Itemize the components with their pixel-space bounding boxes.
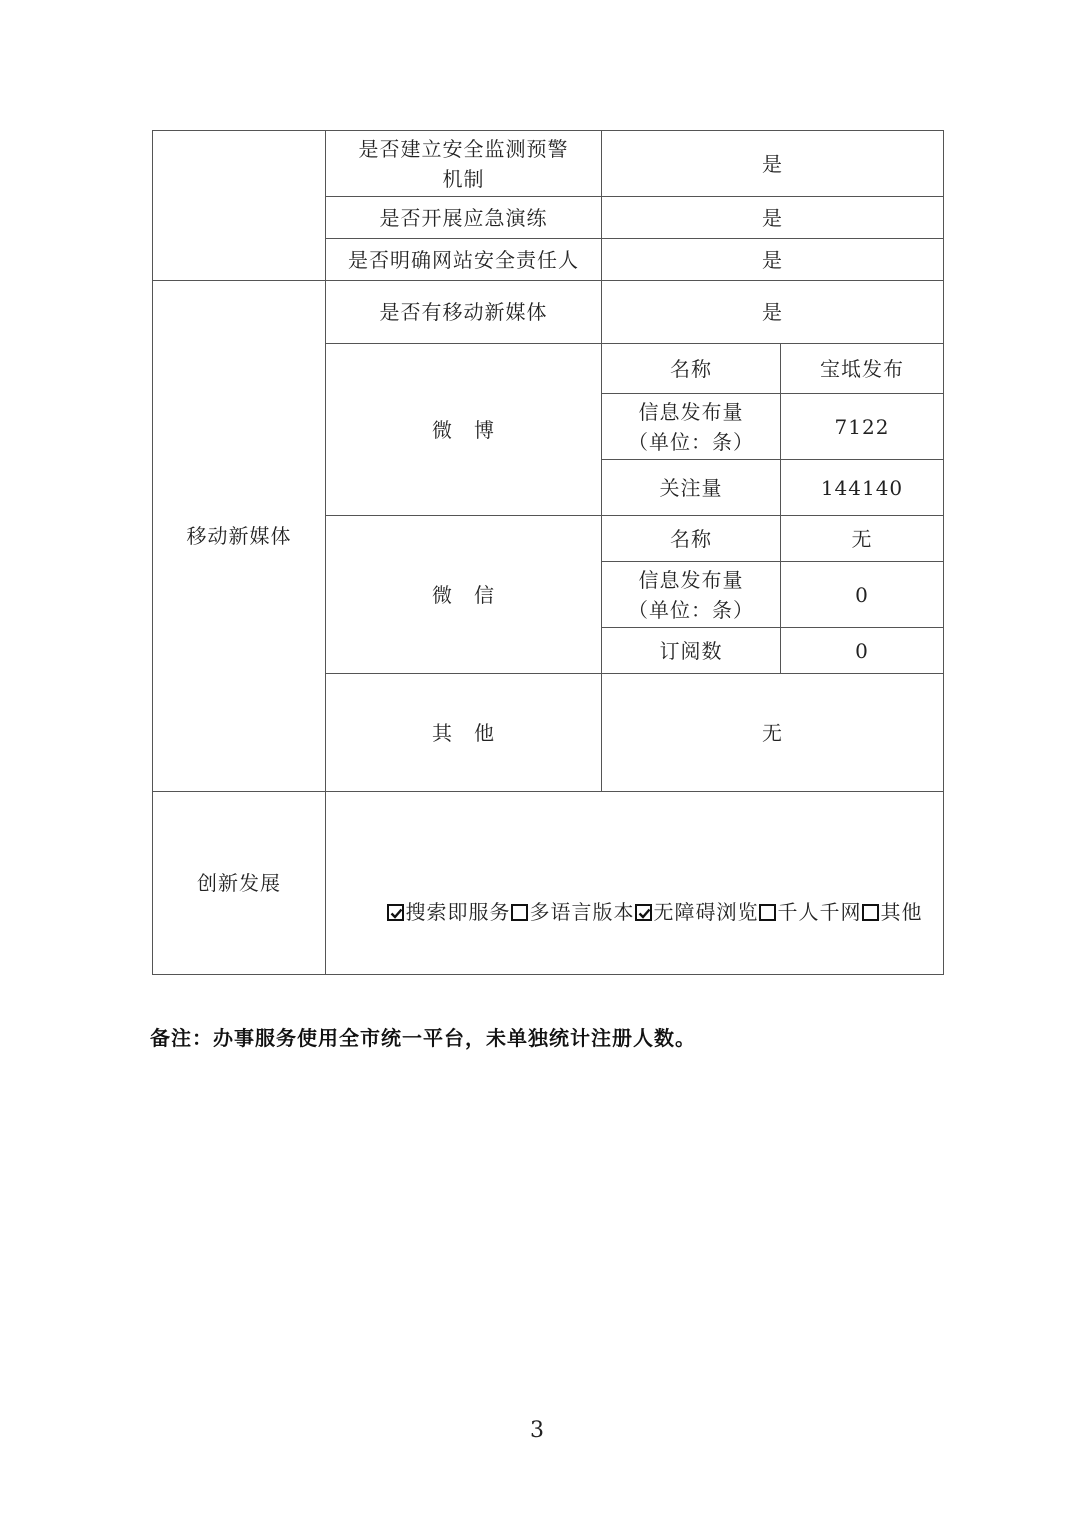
unchecked-box-icon[interactable] [511, 904, 528, 921]
checked-box-icon[interactable] [387, 904, 404, 921]
page-number: 3 [530, 1418, 544, 1443]
weibo-name-value: 宝坻发布 [781, 344, 944, 394]
other-media-value: 无 [602, 674, 944, 792]
innovation-option-label: 搜索即服务 [405, 900, 511, 924]
innovation-checklist [326, 839, 943, 927]
question-responsible-person: 是否明确网站安全责任人 [326, 239, 602, 281]
weibo-name-label: 名称 [602, 344, 781, 394]
weixin-publish-label: 信息发布量 （单位：条） [602, 562, 781, 628]
answer-responsible-person: 是 [602, 239, 944, 281]
answer-drill: 是 [602, 197, 944, 239]
weixin-publish-value: 0 [781, 562, 944, 628]
footnote: 备注：办事服务使用全市统一平台，未单独统计注册人数。 [150, 1026, 696, 1050]
section-cell-security [153, 131, 326, 281]
question-drill: 是否开展应急演练 [326, 197, 602, 239]
weibo-follow-value: 144140 [781, 460, 944, 516]
weixin-name-label: 名称 [602, 516, 781, 562]
question-monitoring: 是否建立安全监测预警 机制 [326, 131, 602, 197]
other-media-label: 其 他 [326, 674, 602, 792]
answer-monitoring: 是 [602, 131, 944, 197]
innovation-option-label: 无障碍浏览 [653, 900, 759, 924]
unchecked-box-icon[interactable] [862, 904, 879, 921]
weixin-subscribe-label: 订阅数 [602, 628, 781, 674]
question-has-mobile-media: 是否有移动新媒体 [326, 281, 602, 344]
weibo-publish-label: 信息发布量 （单位：条） [602, 394, 781, 460]
weixin-subscribe-value: 0 [781, 628, 944, 674]
weixin-name-value: 无 [781, 516, 944, 562]
unchecked-box-icon[interactable] [759, 904, 776, 921]
innovation-options [326, 792, 944, 975]
weibo-publish-value: 7122 [781, 394, 944, 460]
answer-has-mobile-media: 是 [602, 281, 944, 344]
section-innovation: 创新发展 [153, 792, 326, 975]
weixin-label: 微 信 [326, 516, 602, 674]
innovation-option-label: 千人千网 [777, 900, 862, 924]
weibo-follow-label: 关注量 [602, 460, 781, 516]
report-table [152, 130, 944, 975]
weibo-label: 微 博 [326, 344, 602, 516]
section-mobile-media: 移动新媒体 [153, 281, 326, 792]
checked-box-icon[interactable] [635, 904, 652, 921]
innovation-option-label: 其他 [880, 900, 923, 924]
innovation-option-label: 多语言版本 [529, 900, 635, 924]
